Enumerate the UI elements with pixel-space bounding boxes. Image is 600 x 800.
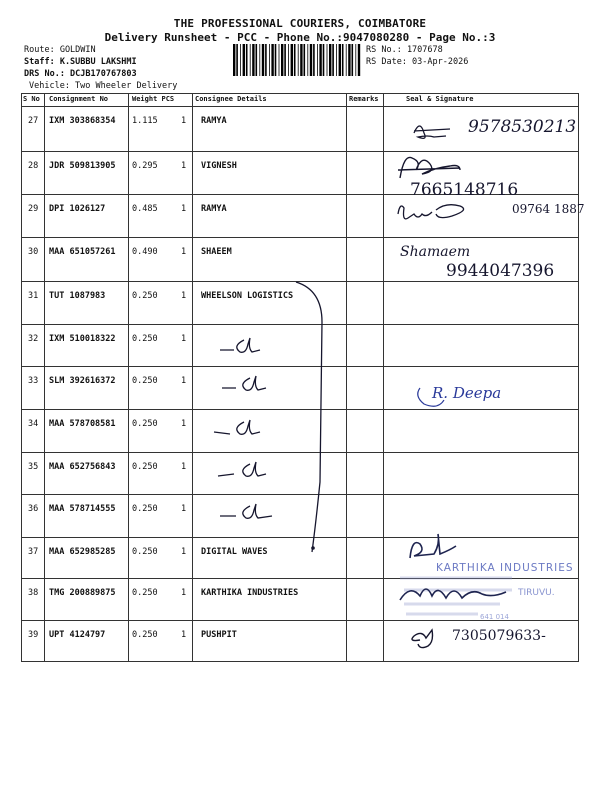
- row-consignment: MAA 652985285: [49, 547, 116, 557]
- row-weight: 0.250: [132, 588, 158, 598]
- row-weight: 0.250: [132, 291, 158, 301]
- row-consignment: MAA 578708581: [49, 419, 116, 429]
- row-consignment: UPT 4124797: [49, 630, 106, 640]
- row30-phone: 9944047396: [446, 261, 555, 281]
- row-weight: 0.295: [132, 161, 158, 171]
- row-pcs: 1: [181, 588, 187, 598]
- staff-label: Staff: K.SUBBU LAKSHMI: [24, 57, 137, 67]
- col-consignee: Consignee Details: [195, 95, 267, 103]
- row-weight: 0.250: [132, 462, 158, 472]
- row-pcs: 1: [181, 376, 187, 386]
- row-consignment: DPI 1026127: [49, 204, 106, 214]
- col-remarks: Remarks: [349, 95, 379, 103]
- row29-note: 09764 1887: [512, 202, 585, 216]
- drs-number: DRS No.: DCJB170767803: [24, 69, 137, 79]
- row-consignment: SLM 392616372: [49, 376, 116, 386]
- row-pcs: 1: [181, 462, 187, 472]
- row-consignment: TUT 1087983: [49, 291, 106, 301]
- runsheet-title: Delivery Runsheet - PCC - Phone No.:9047080280 - Page No.:3: [104, 31, 496, 44]
- col-sno: S No: [23, 95, 40, 103]
- row-consignee: VIGNESH: [201, 161, 237, 171]
- row-sno: 39: [28, 630, 39, 640]
- row-pcs: 1: [181, 161, 187, 171]
- row-pcs: 1: [181, 630, 187, 640]
- row30-name: Shamaem: [400, 244, 471, 260]
- row-consignment: MAA 652756843: [49, 462, 116, 472]
- row-sno: 33: [28, 376, 39, 386]
- col-consignment: Consignment No: [49, 95, 109, 103]
- row-pcs: 1: [181, 116, 187, 126]
- row-weight: 1.115: [132, 116, 158, 126]
- row-sno: 27: [28, 116, 39, 126]
- row39-phone: 7305079633-: [452, 628, 546, 644]
- row-pcs: 1: [181, 291, 187, 301]
- row-weight: 0.250: [132, 334, 158, 344]
- row-sno: 29: [28, 204, 39, 214]
- row27-phone: 9578530213: [468, 117, 577, 137]
- row-weight: 0.250: [132, 376, 158, 386]
- barcode-icon: [233, 44, 363, 76]
- row-consignment: TMG 200889875: [49, 588, 116, 598]
- row-consignee: DIGITAL WAVES: [201, 547, 268, 557]
- row-weight: 0.250: [132, 547, 158, 557]
- route-label: Route: GOLDWIN: [24, 45, 96, 55]
- col-seal-signature: Seal & Signature: [406, 95, 474, 103]
- row-consignment: IXM 510018322: [49, 334, 116, 344]
- row-sno: 35: [28, 462, 39, 472]
- row-pcs: 1: [181, 419, 187, 429]
- row-consignment: MAA 651057261: [49, 247, 116, 257]
- row-consignee: WHEELSON LOGISTICS: [201, 291, 294, 301]
- row-weight: 0.250: [132, 630, 158, 640]
- row-pcs: 1: [181, 504, 187, 514]
- rs-number: RS No.: 1707678: [366, 45, 443, 55]
- rs-date: RS Date: 03-Apr-2026: [366, 57, 469, 67]
- row-sno: 37: [28, 547, 39, 557]
- row-pcs: 1: [181, 247, 187, 257]
- row-sno: 32: [28, 334, 39, 344]
- row-sno: 31: [28, 291, 39, 301]
- row-pcs: 1: [181, 547, 187, 557]
- row-sno: 36: [28, 504, 39, 514]
- col-weight-pcs: Weight PCS: [132, 95, 175, 103]
- row-consignee: RAMYA: [201, 116, 227, 126]
- stamp-line2: TIRUVU.: [518, 588, 555, 598]
- row-sno: 28: [28, 161, 39, 171]
- row-sno: 34: [28, 419, 39, 429]
- row-consignment: MAA 578714555: [49, 504, 116, 514]
- row-weight: 0.250: [132, 504, 158, 514]
- row-pcs: 1: [181, 334, 187, 344]
- row-weight: 0.490: [132, 247, 158, 257]
- runsheet-table: [21, 93, 579, 662]
- row-sno: 38: [28, 588, 39, 598]
- row-consignee: PUSHPIT: [201, 630, 237, 640]
- row-weight: 0.485: [132, 204, 158, 214]
- row-consignment: IXM 303868354: [49, 116, 116, 126]
- row-consignment: JDR 509813905: [49, 161, 116, 171]
- row33-name: R. Deepa: [432, 384, 502, 402]
- stamp-name: KARTHIKA INDUSTRIES: [436, 562, 574, 574]
- row-pcs: 1: [181, 204, 187, 214]
- row28-phone: 7665148716: [410, 180, 519, 200]
- company-title: THE PROFESSIONAL COURIERS, COIMBATORE: [173, 17, 427, 30]
- row-consignee: KARTHIKA INDUSTRIES: [201, 588, 299, 598]
- row-sno: 30: [28, 247, 39, 257]
- row-weight: 0.250: [132, 419, 158, 429]
- row-consignee: RAMYA: [201, 204, 227, 214]
- stamp-line3: 641 014: [480, 613, 509, 621]
- row-consignee: SHAEEM: [201, 247, 232, 257]
- vehicle-label: Vehicle: Two Wheeler Delivery: [29, 81, 178, 91]
